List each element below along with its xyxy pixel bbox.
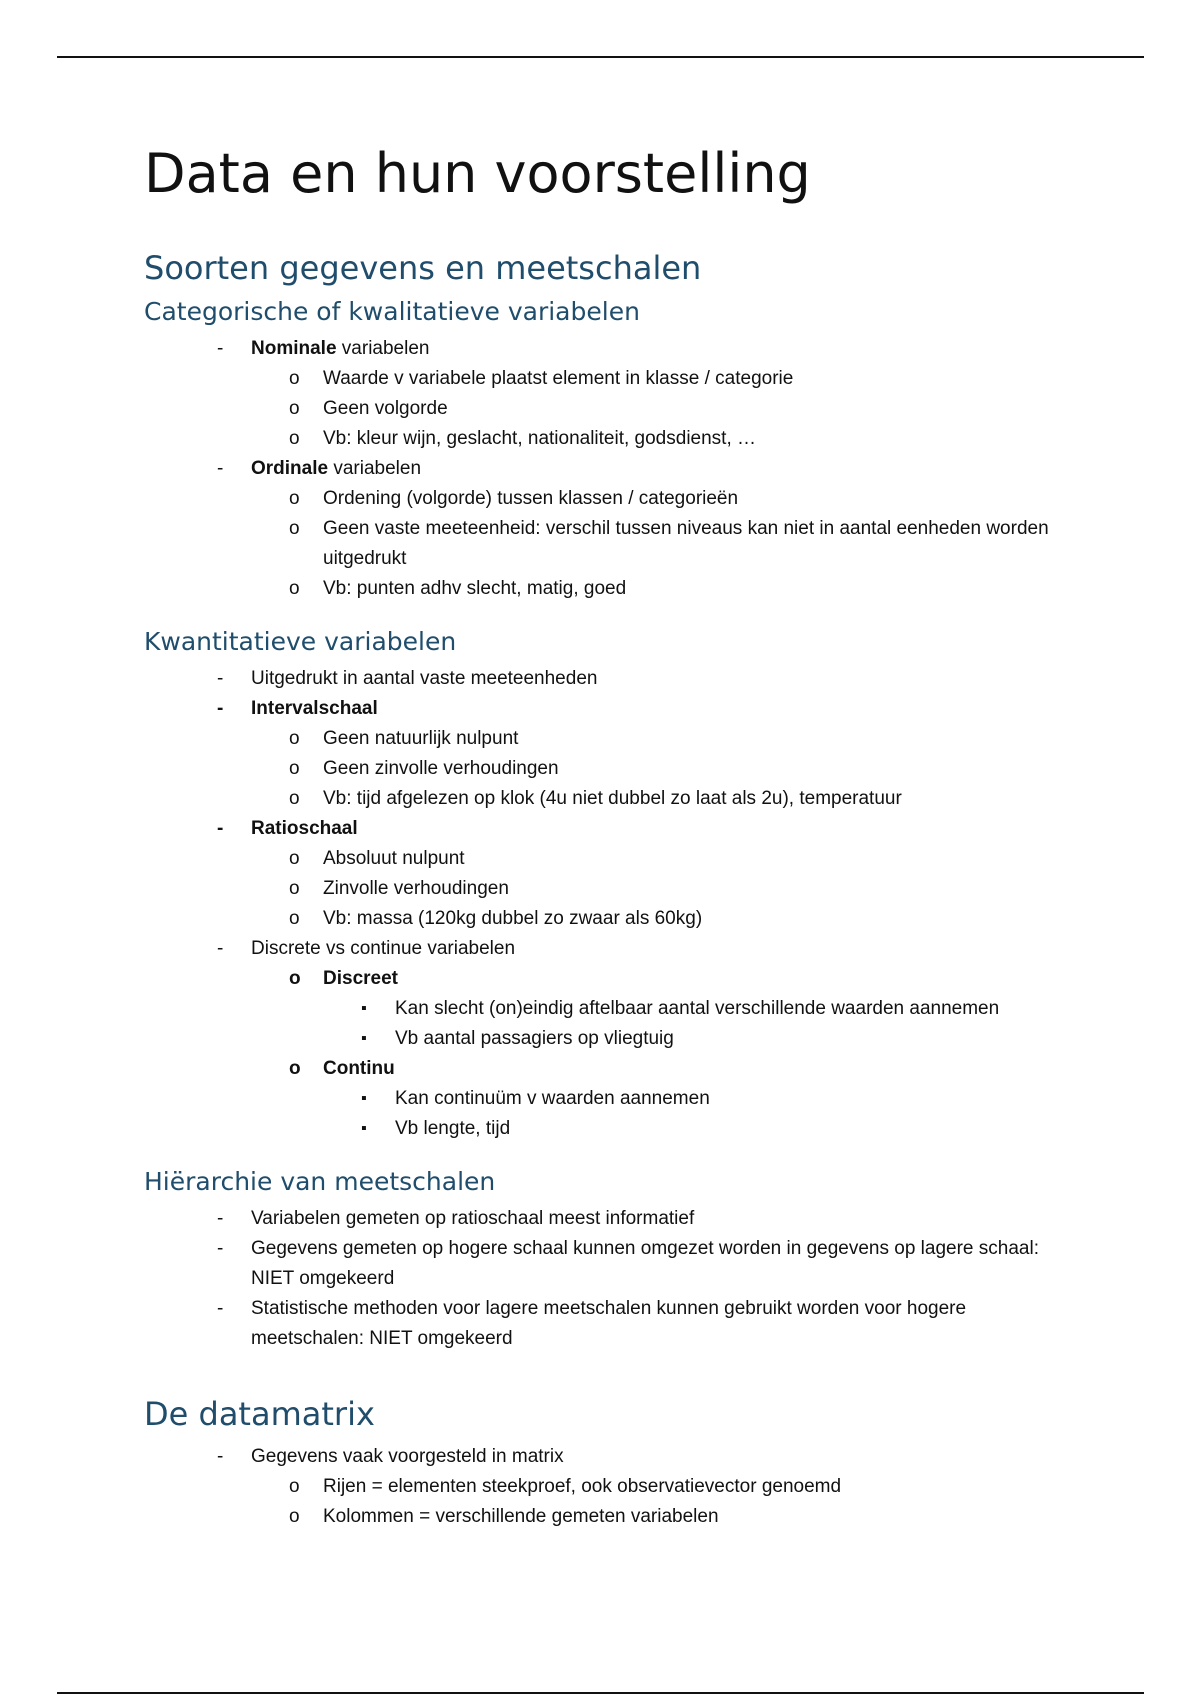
list-item: o Rijen = elementen steekproef, ook observatievector genoemd [216, 1472, 1064, 1502]
subheading-hierarchie: Hiërarchie van meetschalen [144, 1167, 496, 1196]
section-heading-soorten: Soorten gegevens en meetschalen [144, 249, 702, 287]
top-rule [57, 56, 1144, 58]
interval-sublist [216, 724, 1064, 814]
continu-sublist [288, 1084, 1064, 1144]
list-item: o Geen vaste meeteenheid: verschil tussen niveaus kan niet in aantal eenheden worden uitgedrukt [216, 514, 1064, 574]
list-item: - Uitgedrukt in aantal vaste meeteenheden [144, 664, 1064, 694]
page-title: Data en hun voorstelling [144, 142, 811, 205]
list-item: o Kolommen = verschillende gemeten variabelen [216, 1502, 1064, 1532]
document-body [144, 138, 1064, 1532]
list-item: - Variabelen gemeten op ratioschaal meest informatief [144, 1204, 1064, 1234]
datamatrix-sublist [216, 1472, 1064, 1532]
list-item-discreet: o Discreet ▪ Kan slecht (on)eindig aftelbaar aantal verschillende waarden aannemen ▪ Vb aantal passagiers op vliegtuig [216, 964, 1064, 1054]
list-item-discrete-vs-continue: - Discrete vs continue variabelen o Discreet ▪ Kan slecht (on)eindig aftelbaar aantal verschillende waarden aannemen ▪ Vb aantal passagiers op vliegtuig o Continu ▪ Kan continuüm v waarden aannemen ▪ Vb lengte, tijd [144, 934, 1064, 1144]
list-item: o Zinvolle verhoudingen [216, 874, 1064, 904]
list-item: ▪ Vb lengte, tijd [288, 1114, 1064, 1144]
list-item-ratioschaal: - Ratioschaal o Absoluut nulpunt o Zinvolle verhoudingen o Vb: massa (120kg dubbel zo zwaar als 60kg) [144, 814, 1064, 934]
discreet-sublist [288, 994, 1064, 1054]
list-item-ordinale: - Ordinale variabelen o Ordening (volgorde) tussen klassen / categorieën o Geen vaste meeteenheid: verschil tussen niveaus kan niet in aantal eenheden worden uitgedrukt o Vb: punten adhv slecht, matig, goed [144, 454, 1064, 604]
list-item: - Statistische methoden voor lagere meetschalen kunnen gebruikt worden voor hogere meetschalen: NIET omgekeerd [144, 1294, 1064, 1354]
discrete-continue-sublist [216, 964, 1064, 1144]
nominale-sublist [216, 364, 1064, 454]
list-item-matrix: - Gegevens vaak voorgesteld in matrix o Rijen = elementen steekproef, ook observatievector genoemd o Kolommen = verschillende gemeten variabelen [144, 1442, 1064, 1532]
list-item-intervalschaal: - Intervalschaal o Geen natuurlijk nulpunt o Geen zinvolle verhoudingen o Vb: tijd afgelezen op klok (4u niet dubbel zo laat als 2u), temperatuur [144, 694, 1064, 814]
list-item: o Absoluut nulpunt [216, 844, 1064, 874]
hierarchie-list [144, 1204, 1064, 1354]
subheading-categorisch: Categorische of kwalitatieve variabelen [144, 297, 640, 326]
list-item: o Vb: kleur wijn, geslacht, nationaliteit, godsdienst, … [216, 424, 1064, 454]
list-item: o Geen natuurlijk nulpunt [216, 724, 1064, 754]
categorisch-list [144, 334, 1064, 604]
ordinale-sublist [216, 484, 1064, 604]
list-item: o Vb: tijd afgelezen op klok (4u niet dubbel zo laat als 2u), temperatuur [216, 784, 1064, 814]
list-item: - Gegevens gemeten op hogere schaal kunnen omgezet worden in gegevens op lagere schaal: NIET omgekeerd [144, 1234, 1064, 1294]
list-item: o Ordening (volgorde) tussen klassen / categorieën [216, 484, 1064, 514]
list-item-nominale: - Nominale variabelen o Waarde v variabele plaatst element in klasse / categorie o Geen volgorde o Vb: kleur wijn, geslacht, nationaliteit, godsdienst, … [144, 334, 1064, 454]
list-item-continu: o Continu ▪ Kan continuüm v waarden aannemen ▪ Vb lengte, tijd [216, 1054, 1064, 1144]
list-item: ▪ Vb aantal passagiers op vliegtuig [288, 1024, 1064, 1054]
datamatrix-list [144, 1442, 1064, 1532]
list-item: ▪ Kan continuüm v waarden aannemen [288, 1084, 1064, 1114]
ratio-sublist [216, 844, 1064, 934]
kwantitatief-list [144, 664, 1064, 1144]
list-item: o Geen zinvolle verhoudingen [216, 754, 1064, 784]
subheading-kwantitatief: Kwantitatieve variabelen [144, 627, 457, 656]
list-item: ▪ Kan slecht (on)eindig aftelbaar aantal verschillende waarden aannemen [288, 994, 1064, 1024]
list-item: o Geen volgorde [216, 394, 1064, 424]
list-item: o Vb: punten adhv slecht, matig, goed [216, 574, 1064, 604]
list-item: o Waarde v variabele plaatst element in klasse / categorie [216, 364, 1064, 394]
section-heading-datamatrix: De datamatrix [144, 1395, 375, 1433]
list-item: o Vb: massa (120kg dubbel zo zwaar als 60kg) [216, 904, 1064, 934]
bottom-rule [57, 1692, 1144, 1694]
